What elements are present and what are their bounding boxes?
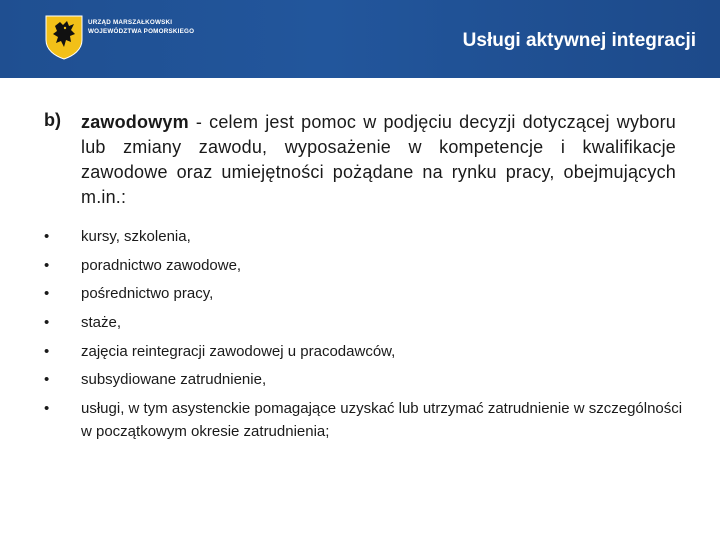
intro-lead: zawodowym	[81, 112, 189, 132]
list-item	[44, 255, 684, 278]
bullet-icon: •	[44, 256, 50, 274]
bullet-icon: •	[44, 228, 50, 245]
intro-paragraph	[81, 110, 676, 210]
intro-marker: b)	[44, 110, 61, 130]
list-item-text: zajęcia reintegracji zawodowej u pracodawców,	[81, 342, 396, 360]
list-item-text: kursy, szkolenia,	[81, 228, 191, 245]
list-item	[44, 398, 684, 443]
bullet-icon: •	[44, 371, 50, 389]
list-item-text: staże,	[81, 314, 122, 332]
bullet-icon: •	[44, 342, 50, 360]
list-item-text: usługi, w tym asystenckie pomagające uzyskać lub utrzymać zatrudnienie w szczególności w początkowym okresie zatrudnienia;	[81, 400, 683, 440]
list-item-text: pośrednictwo pracy,	[81, 285, 214, 303]
list-item	[44, 283, 684, 306]
list-item	[44, 341, 684, 364]
list-item	[44, 226, 684, 249]
intro-body: - celem jest pomoc w podjęciu decyzji dotyczącej wyboru lub zmiany zawodu, wyposażenie w kompetencje i kwalifikacje zawodowe oraz umiejętności pożądane na rynku pracy, obejmujących m.in.:	[81, 112, 676, 207]
list-item	[44, 312, 684, 335]
services-list	[44, 226, 684, 449]
list-item-text: poradnictwo zawodowe,	[81, 256, 242, 274]
organization-name-line2: WOJEWÓDZTWA POMORSKIEGO	[88, 28, 195, 35]
bullet-icon: •	[44, 314, 50, 332]
bullet-icon: •	[44, 400, 50, 418]
organization-name-line1: URZĄD MARSZAŁKOWSKI	[88, 19, 173, 26]
bullet-icon: •	[44, 285, 50, 303]
list-item	[44, 369, 684, 392]
slide-title: Usługi aktywnej integracji	[462, 30, 696, 51]
list-item-text: subsydiowane zatrudnienie,	[81, 371, 267, 389]
